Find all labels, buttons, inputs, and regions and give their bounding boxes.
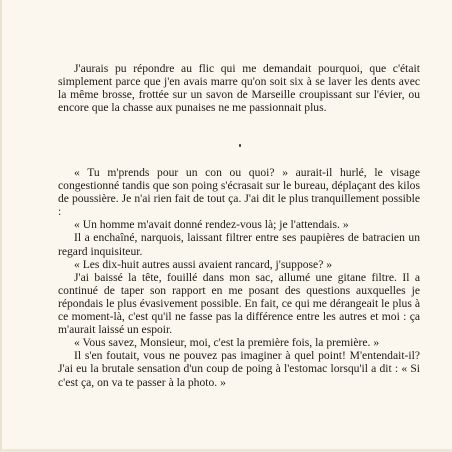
paragraph-7: « Vous savez, Monsieur, moi, c'est la première fois, la première. »: [74, 336, 380, 350]
paragraph-4: Il a enchaîné, narquois, laissant filtrer entre ses paupières de batracien un regard inquisiteur.: [58, 231, 420, 258]
paragraph-3: « Un homme m'avait donné rendez-vous là; je l'attendais. »: [74, 218, 349, 232]
paragraph-5: « Les dix-huit autres aussi avaient rancard, j'suppose? »: [74, 257, 333, 271]
paragraph-6: J'ai baissé la tête, fouillé dans mon sac, allumé une gitane filtre. Il a continué de taper son rapport en me posant des questions auxquelles je répondais le plus évasivement possible. En fait, ce qui me dérangeait le plus à ce moment-là, c'est qu'il ne fasse pas la différence entre les autres et moi : ça m'aurait laissé un espoir.: [58, 270, 420, 337]
scene-break-mark: [239, 144, 241, 147]
opening-section: [58, 62, 420, 114]
paragraph-1: J'aurais pu répondre au flic qui me demandait pourquoi, que c'était simplement parce que j'en avais marre qu'on soit six à se laver les dents avec la même brosse, frottée sur un savon de Marseille croupissant sur l'évier, ou encore que la chasse aux punaises ne me passionnait plus.: [58, 62, 420, 115]
dialogue-section: [58, 166, 420, 389]
paragraph-2: « Tu m'prends pour un con ou quoi? » aurait-il hurlé, le visage congestionné tandis que son poing s'écrasait sur le bureau, déplaçant des kilos de poussière. Je n'ai rien fait de tout ça. J'ai dit le plus tranquillement possible :: [58, 166, 420, 219]
paragraph-8: Il s'en foutait, vous ne pouvez pas imaginer à quel point! M'entendait-il? J'ai eu la brutale sensation d'un coup de poing à l'estomac lorsqu'il a dit : « Si c'est ça, on va te passer à la photo. »: [58, 349, 420, 389]
